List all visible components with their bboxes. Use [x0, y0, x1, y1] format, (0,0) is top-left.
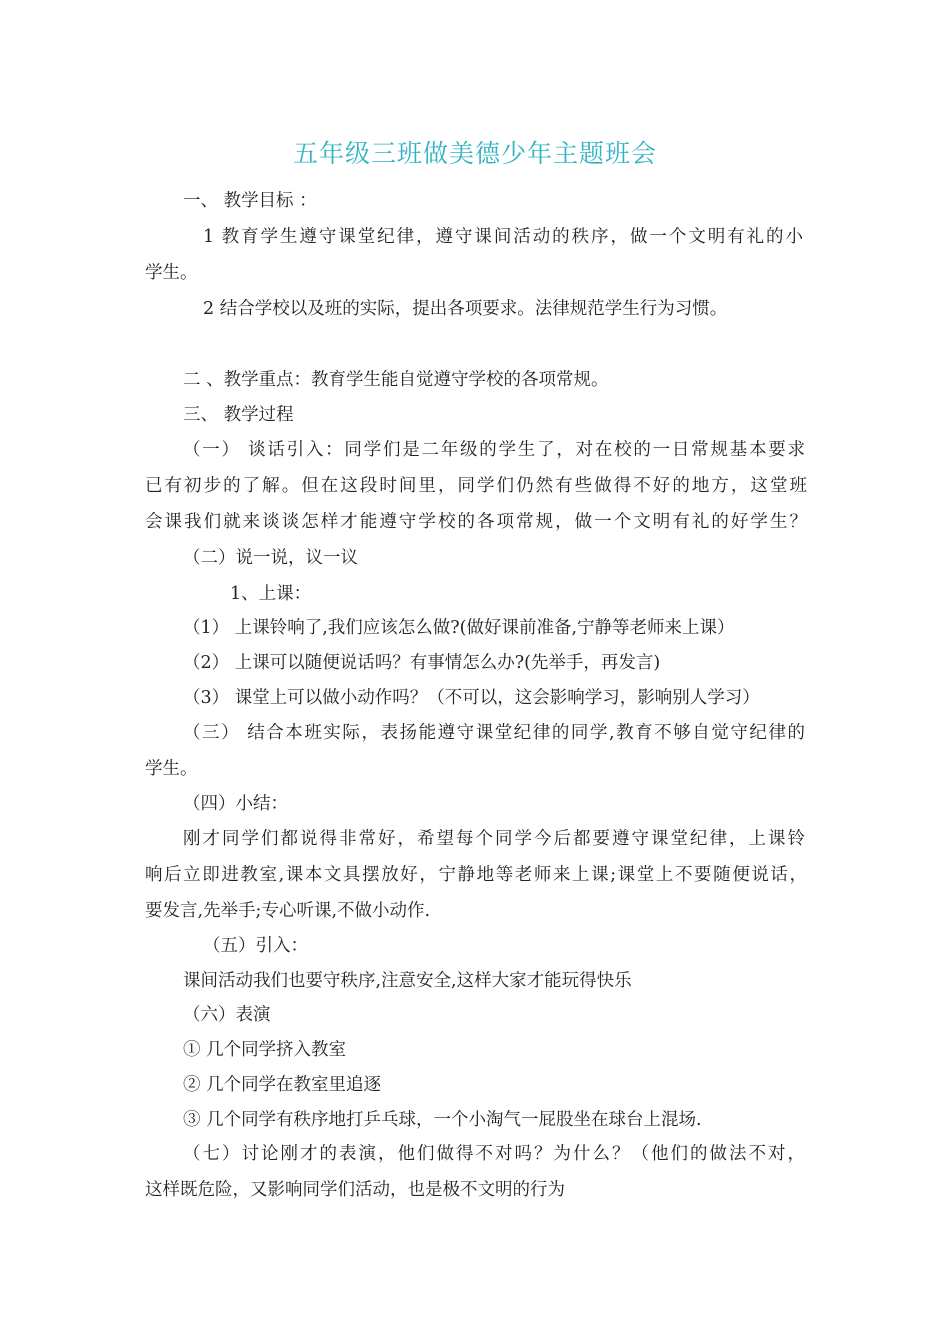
subheading: （二）说一说，议一议	[183, 548, 358, 568]
subheading: 1、上课：	[230, 584, 312, 604]
list-item: ① 几个同学挤入教室	[183, 1040, 347, 1060]
paragraph-line: 学生。	[145, 759, 198, 779]
paragraph-line: （三） 结合本班实际，表扬能遵守课堂纪律的同学,教育不够自觉守纪律的	[183, 723, 805, 743]
page-title: 五年级三班做美德少年主题班会	[292, 139, 657, 168]
paragraph-line: 刚才同学们都说得非常好，希望每个同学今后都要遵守课堂纪律，上课铃	[183, 829, 805, 849]
paragraph-line: 这样既危险，又影响同学们活动，也是极不文明的行为	[145, 1180, 565, 1200]
section-heading-focus: 二 、教学重点：教育学生能自觉遵守学校的各项常规。	[183, 370, 609, 390]
list-item: ③ 几个同学有秩序地打乒乓球，一个小淘气一屁股坐在球台上混场.	[183, 1110, 702, 1130]
paragraph-line: （七）讨论刚才的表演，他们做得不对吗？为什么？（他们的做法不对，	[183, 1144, 805, 1164]
paragraph-line: 要发言,先举手;专心听课,不做小动作.	[145, 901, 431, 921]
paragraph-line: 1 教育学生遵守课堂纪律，遵守课间活动的秩序，做一个文明有礼的小	[203, 227, 803, 247]
paragraph-line: 学生。	[145, 263, 198, 283]
list-item: （2） 上课可以随便说话吗？有事情怎么办?(先举手，再发言)	[183, 653, 661, 673]
subheading: （五）引入：	[203, 936, 308, 956]
paragraph-line: 课间活动我们也要守秩序,注意安全,这样大家才能玩得快乐	[183, 971, 632, 991]
list-item: （3） 课堂上可以做小动作吗？（不可以，这会影响学习，影响别人学习）	[183, 688, 760, 708]
section-heading-objectives: 一、 教学目标 ：	[183, 191, 317, 211]
section-heading-process: 三、 教学过程	[183, 405, 294, 425]
paragraph-line: 2 结合学校以及班的实际，提出各项要求。法律规范学生行为习惯。	[203, 299, 728, 319]
subheading: （六）表演	[183, 1005, 271, 1025]
paragraph-line: 已有初步的了解。但在这段时间里，同学们仍然有些做得不好的地方，这堂班	[145, 476, 807, 496]
paragraph-line: 会课我们就来谈谈怎样才能遵守学校的各项常规，做一个文明有礼的好学生？	[145, 512, 807, 532]
subheading: （四）小结：	[183, 794, 288, 814]
paragraph-line: （一） 谈话引入：同学们是二年级的学生了，对在校的一日常规基本要求	[183, 440, 805, 460]
paragraph-line: 响后立即进教室,课本文具摆放好，宁静地等老师来上课;课堂上不要随便说话，	[145, 865, 807, 885]
list-item: ② 几个同学在教室里追逐	[183, 1075, 382, 1095]
list-item: （1） 上课铃响了,我们应该怎么做?(做好课前准备,宁静等老师来上课）	[183, 618, 735, 638]
